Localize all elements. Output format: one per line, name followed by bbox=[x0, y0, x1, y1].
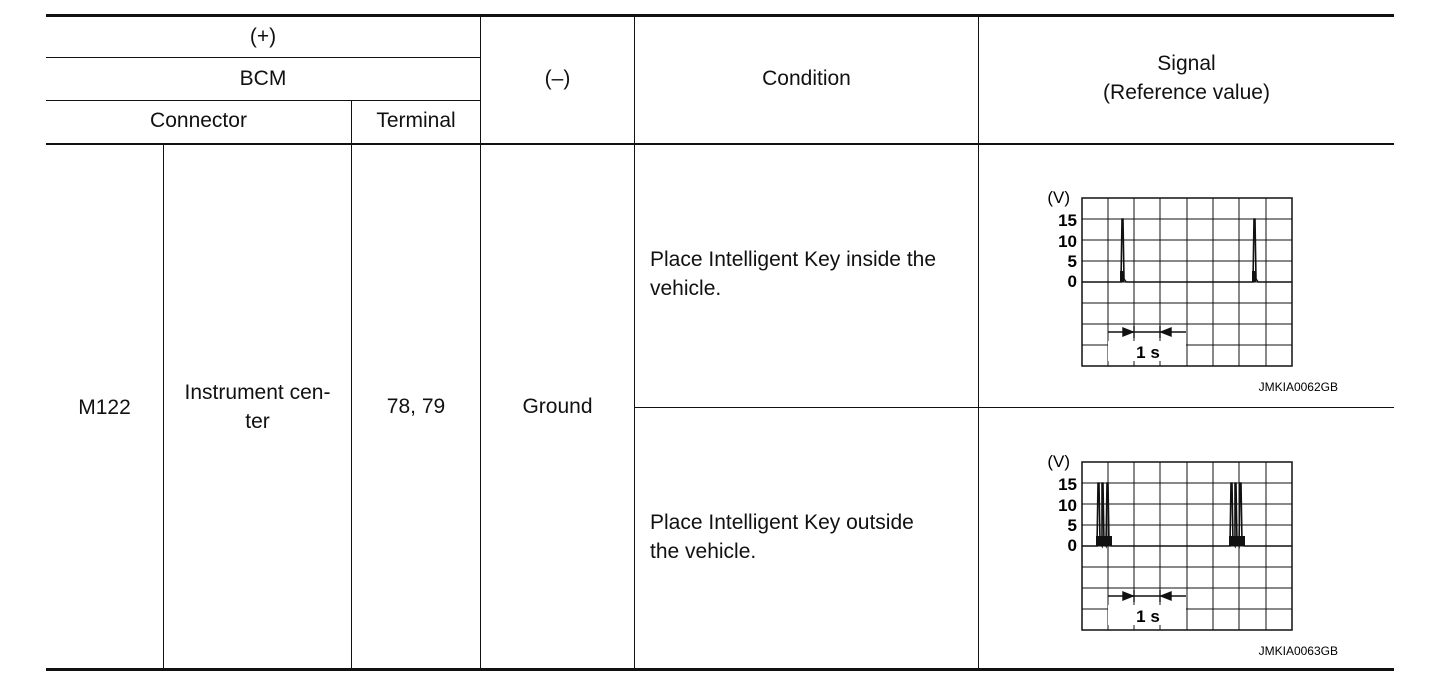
figure-id: JMKIA0063GB bbox=[1258, 644, 1338, 658]
time-scale-marker bbox=[1108, 590, 1186, 602]
y-tick-5: 5 bbox=[1067, 252, 1077, 271]
time-scale-label: 1 s bbox=[1136, 607, 1160, 626]
col-line-signal bbox=[978, 15, 979, 669]
header-bcm: BCM bbox=[239, 67, 287, 90]
figure-id: JMKIA0062GB bbox=[1258, 380, 1338, 394]
signal-waveform-inside bbox=[1020, 183, 1350, 398]
signal-waveform-outside bbox=[1020, 447, 1350, 662]
header-minus: (–) bbox=[544, 67, 571, 90]
header-signal-reference: (Reference value) bbox=[1103, 81, 1270, 104]
y-unit-label: (V) bbox=[1047, 188, 1070, 207]
connector-number: M122 bbox=[78, 396, 131, 419]
col-line-terminal bbox=[351, 100, 352, 669]
table-top-border bbox=[46, 14, 1394, 17]
terminal-numbers: 78, 79 bbox=[386, 395, 446, 418]
header-signal: Signal bbox=[1157, 52, 1216, 75]
connector-name: Instrument cen- ter bbox=[184, 381, 331, 433]
header-terminal: Terminal bbox=[376, 109, 456, 132]
table-bottom-border bbox=[46, 668, 1394, 671]
condition-inside: Place Intelligent Key inside the vehicle. bbox=[650, 248, 937, 300]
divider-bcm-connector bbox=[46, 100, 481, 101]
y-tick-15: 15 bbox=[1058, 211, 1077, 230]
header-plus: (+) bbox=[249, 25, 277, 48]
y-tick-5: 5 bbox=[1067, 516, 1077, 535]
y-tick-15: 15 bbox=[1058, 475, 1077, 494]
y-unit-label: (V) bbox=[1047, 452, 1070, 471]
col-line-minus bbox=[480, 15, 481, 669]
divider-plus-bcm bbox=[46, 57, 481, 58]
time-scale-label: 1 s bbox=[1136, 343, 1160, 362]
divider-condition-rows bbox=[634, 407, 1394, 408]
y-tick-0: 0 bbox=[1067, 536, 1077, 555]
header-connector: Connector bbox=[150, 109, 247, 132]
header-condition: Condition bbox=[762, 67, 851, 90]
col-line-condition bbox=[634, 15, 635, 669]
y-tick-0: 0 bbox=[1067, 272, 1077, 291]
y-tick-10: 10 bbox=[1058, 496, 1077, 515]
time-scale-marker bbox=[1108, 326, 1186, 338]
minus-ground: Ground bbox=[522, 395, 593, 418]
header-divider bbox=[46, 143, 1394, 145]
condition-outside: Place Intelligent Key outside the vehicle. bbox=[650, 511, 914, 563]
y-tick-10: 10 bbox=[1058, 232, 1077, 251]
